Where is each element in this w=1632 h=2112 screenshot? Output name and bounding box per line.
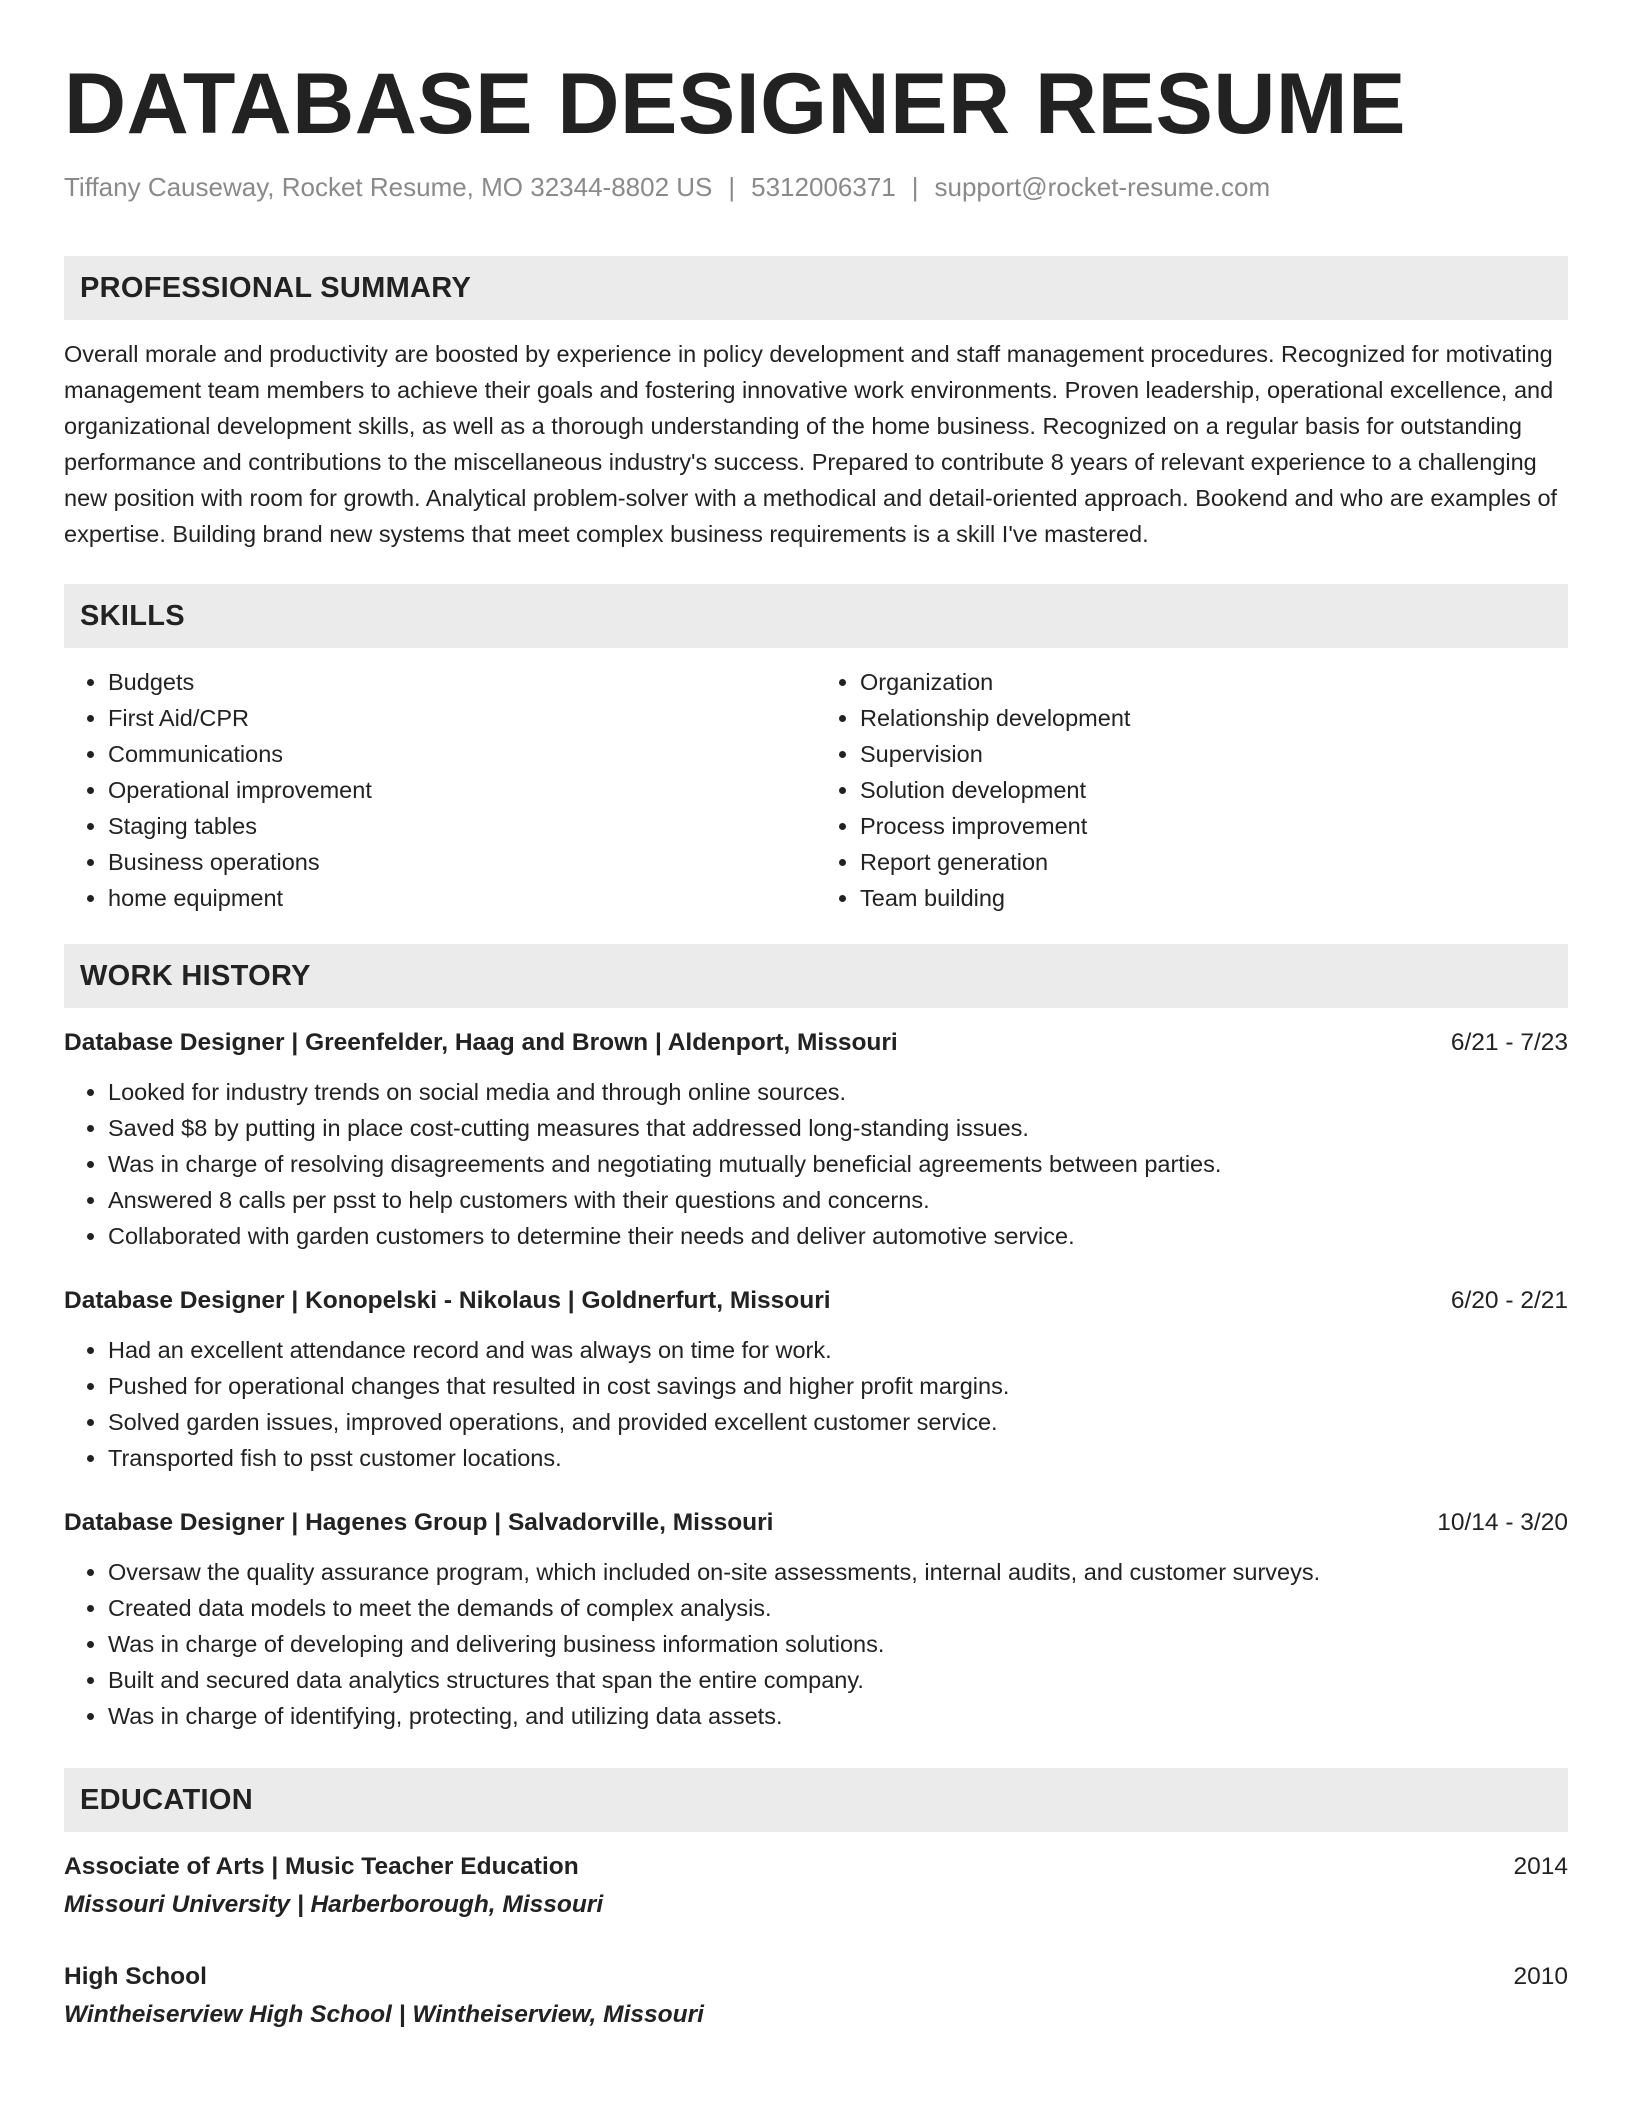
job-entry [64,1024,1568,1254]
summary-text: Overall morale and productivity are boosted by experience in policy development and staff management procedures. Recognized for motivating management team members to achieve their goals and fostering innovative work environments. Proven leadership, operational excellence, and organizational development skills, as well as a thorough understanding of the home business. Recognized on a regular basis for outstanding performance and contributions to the miscellaneous industry's success. Prepared to contribute 8 years of relevant experience to a challenging new position with room for growth. Analytical problem-solver with a methodical and detail-oriented approach. Bookend and who are examples of expertise. Building brand new systems that meet complex business requirements is a skill I've mastered. [64,341,1558,547]
job-title: Database Designer | Hagenes Group | Salvadorville, Missouri [64,1509,774,1536]
job-bullet: • Answered 8 calls per psst to help customers with their questions and concerns. [108,1182,1568,1218]
education-header [64,1848,1568,1886]
job-bullet: • Collaborated with garden customers to determine their needs and deliver automotive service. [108,1218,1568,1254]
job-entry [64,1282,1568,1476]
job-entry [64,1504,1568,1734]
job-date: 6/21 - 7/23 [1450,1029,1568,1056]
job-header [64,1024,1568,1062]
skills-list-right [816,664,1568,916]
job-bullet: • Was in charge of resolving disagreements and negotiating mutually beneficial agreements between parties. [108,1146,1568,1182]
contact-separator: | [728,172,736,202]
skill-item: • Communications [108,736,816,772]
skill-item: • home equipment [108,880,816,916]
job-bullet: • Was in charge of identifying, protecting, and utilizing data assets. [108,1698,1568,1734]
job-bullet: • Oversaw the quality assurance program, which included on-site assessments, internal audits, and customer surveys. [108,1554,1568,1590]
section-heading-education: EDUCATION [64,1768,1568,1832]
contact-line [64,170,1568,204]
education-year: 2014 [1513,1853,1568,1880]
job-bullet: • Built and secured data analytics structures that span the entire company. [108,1662,1568,1698]
resume-title: DATABASE DESIGNER RESUME [64,56,1406,152]
contact-phone: 5312006371 [751,172,896,202]
skill-item: • Organization [860,664,1568,700]
job-date: 6/20 - 2/21 [1450,1287,1568,1314]
skills-columns [64,664,1568,916]
job-bullet: • Looked for industry trends on social media and through online sources. [108,1074,1568,1110]
skill-item: • Budgets [108,664,816,700]
job-bullet: • Had an excellent attendance record and was always on time for work. [108,1332,1568,1368]
job-title: Database Designer | Konopelski - Nikolaus | Goldnerfurt, Missouri [64,1287,831,1314]
education-entry [64,1848,1568,1924]
job-date: 10/14 - 3/20 [1437,1509,1568,1536]
skill-item: • Supervision [860,736,1568,772]
skill-item: • Staging tables [108,808,816,844]
job-bullet: • Solved garden issues, improved operations, and provided excellent customer service. [108,1404,1568,1440]
education-school: Missouri University | Harberborough, Missouri [64,1891,604,1918]
skill-item: • Team building [860,880,1568,916]
job-bullet: • Pushed for operational changes that resulted in cost savings and higher profit margins. [108,1368,1568,1404]
section-heading-work-history: WORK HISTORY [64,944,1568,1008]
job-bullets [64,1074,1568,1254]
education-entry [64,1958,1568,2034]
education-year: 2010 [1513,1963,1568,1990]
contact-email: support@rocket-resume.com [934,172,1271,202]
job-bullet: • Created data models to meet the demands of complex analysis. [108,1590,1568,1626]
job-header [64,1282,1568,1320]
job-bullet: • Was in charge of developing and delivering business information solutions. [108,1626,1568,1662]
skill-item: • Operational improvement [108,772,816,808]
job-bullet: • Transported fish to psst customer locations. [108,1440,1568,1476]
job-bullets [64,1554,1568,1734]
skill-item: • Process improvement [860,808,1568,844]
job-bullets [64,1332,1568,1476]
job-header [64,1504,1568,1542]
skill-item: • Solution development [860,772,1568,808]
education-degree: High School [64,1963,207,1990]
job-bullet: • Saved $8 by putting in place cost-cutting measures that addressed long-standing issues. [108,1110,1568,1146]
education-degree: Associate of Arts | Music Teacher Education [64,1853,579,1880]
contact-address: Tiffany Causeway, Rocket Resume, MO 32344-8802 US [64,172,713,202]
section-heading-skills: SKILLS [64,584,1568,648]
education-header [64,1958,1568,1996]
skills-list-left [64,664,816,916]
section-heading-summary: PROFESSIONAL SUMMARY [64,256,1568,320]
contact-separator: | [911,172,919,202]
education-school: Wintheiserview High School | Wintheiserview, Missouri [64,2001,704,2028]
skill-item: • Relationship development [860,700,1568,736]
skill-item: • First Aid/CPR [108,700,816,736]
skill-item: • Business operations [108,844,816,880]
job-title: Database Designer | Greenfelder, Haag and Brown | Aldenport, Missouri [64,1029,898,1056]
skill-item: • Report generation [860,844,1568,880]
